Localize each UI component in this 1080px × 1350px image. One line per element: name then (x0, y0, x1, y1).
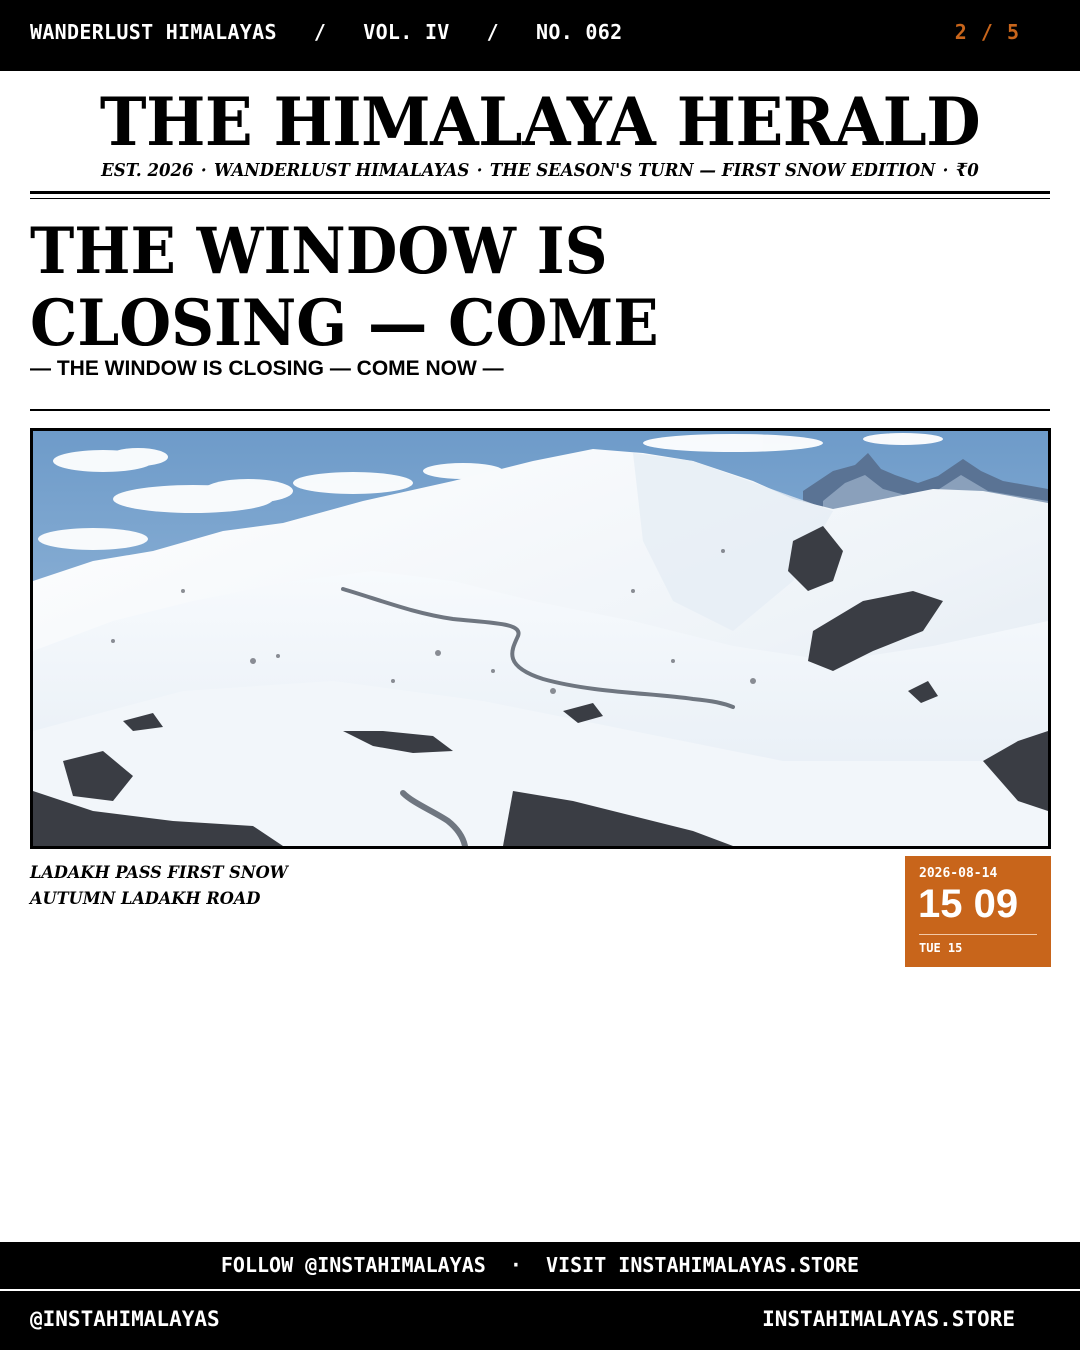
date-stamp-divider (919, 934, 1037, 935)
date-label: 2026-08-14 (919, 866, 998, 881)
headline-line-1: THE WINDOW IS (30, 214, 608, 289)
footer-handle[interactable]: @INSTAHIMALAYAS (30, 1307, 220, 1331)
footer-bar (0, 1291, 1080, 1350)
publication-line (30, 20, 622, 44)
masthead-rule-thick (30, 191, 1050, 194)
masthead-tagline (43, 158, 1037, 184)
top-bar (0, 0, 1080, 71)
masthead-title: THE HIMALAYA HERALD (99, 83, 981, 161)
established-label: EST. 2026 (101, 160, 194, 181)
follow-link[interactable]: FOLLOW @INSTAHIMALAYAS (220, 1253, 486, 1277)
time-label: 15 09 (918, 882, 1019, 926)
masthead-rule-thin (30, 198, 1050, 199)
section-rule (30, 409, 1050, 411)
dot-separator: · (942, 160, 949, 181)
volume-label: VOL. IV (363, 20, 450, 44)
caption-line-2: AUTUMN LADAKH ROAD (30, 889, 261, 909)
photo-caption (30, 860, 288, 912)
dot-separator: · (509, 1253, 522, 1277)
visit-link[interactable]: VISIT INSTAHIMALAYAS.STORE (546, 1253, 860, 1277)
slash-separator: / (313, 20, 327, 44)
caption-line-1: LADAKH PASS FIRST SNOW (30, 863, 288, 883)
cta-bar (0, 1242, 1080, 1289)
dot-separator: · (476, 160, 483, 181)
issue-number: NO. 062 (536, 20, 623, 44)
footer-site[interactable]: INSTAHIMALAYAS.STORE (762, 1307, 1015, 1331)
brand-name: WANDERLUST HIMALAYAS (30, 20, 277, 44)
date-stamp (905, 856, 1051, 967)
headline-line-2: CLOSING — COME (30, 286, 659, 361)
dot-separator: · (200, 160, 207, 181)
headline (30, 216, 867, 360)
snowy-mountain-road-photo (33, 431, 1048, 846)
price-label: ₹0 (955, 160, 979, 181)
page-indicator: 2 / 5 (954, 20, 1020, 44)
tagline-brand: WANDERLUST HIMALAYAS (214, 160, 470, 181)
edition-label: THE SEASON'S TURN — FIRST SNOW EDITION (489, 160, 936, 181)
slash-separator: / (486, 20, 499, 44)
weekday-label: TUE 15 (919, 941, 963, 955)
subheadline: — THE WINDOW IS CLOSING — COME NOW — (30, 357, 504, 380)
hero-photo (30, 428, 1051, 849)
